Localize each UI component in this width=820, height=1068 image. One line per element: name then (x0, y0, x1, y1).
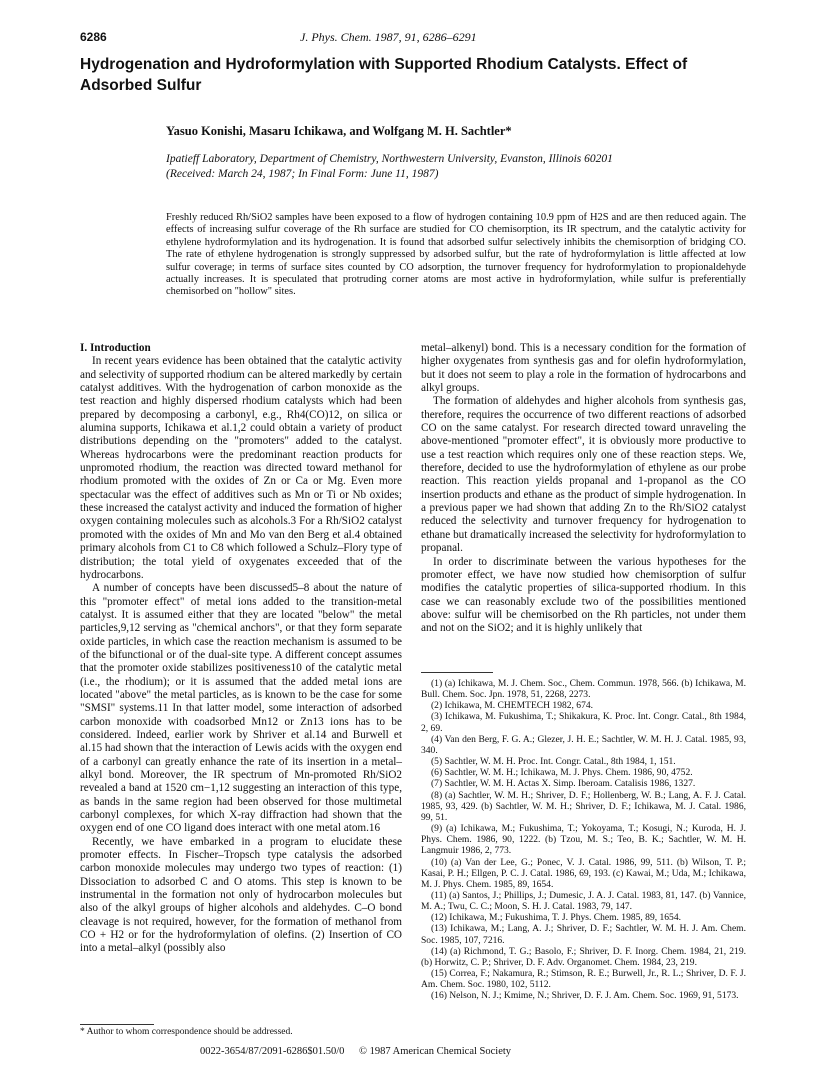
affiliation-block (166, 152, 746, 181)
reference-item: (1) (a) Ichikawa, M. J. Chem. Soc., Chem. Commun. 1978, 566. (b) Ichikawa, M. Bull. Chem. Soc. Jpn. 1978, 51, 2268, 2273. (421, 678, 746, 701)
reference-item: (8) (a) Sachtler, W. M. H.; Shriver, D. F.; Hollenberg, W. B.; Lang, A. F. J. Catal. 1985, 93, 429. (b) Sachtler, W. M. H.; Shriver, D. F.; Ichikawa, M. J. Catal. 1986, 99, 51. (421, 789, 746, 823)
paragraph: Recently, we have embarked in a program to elucidate these promoter effects. In Fischer–Tropsch type catalysis the adsorbed carbon monoxide molecules may undergo two types of reaction: (1) Dissociation to adsorbed C and O atoms. This step is known to be instrumental in the formation not only of hydrocarbon molecules but also of the alkyl groups of higher alcohols and aldehydes. C–O bond cleavage is not required, however, for the formation of methanol from CO + H2 or for the hydroformylation of olefins. (2) Insertion of CO into a metal–alkyl (possibly also (80, 835, 402, 955)
running-head: J. Phys. Chem. 1987, 91, 6286–6291 (300, 30, 477, 44)
reference-item: (10) (a) Van der Lee, G.; Ponec, V. J. Catal. 1986, 99, 511. (b) Wilson, T. P.; Kasai, P. H.; Ellgen, P. C. J. Catal. 1986, 69, 193. (c) Kawai, M.; Uda, M.; Ichikawa, M. J. Phys. Chem. 1985, 89, 1654. (421, 856, 746, 890)
footnote-divider (80, 1024, 154, 1025)
footer-code: 0022-3654/87/2091-6286$01.50/0 (200, 1046, 345, 1057)
reference-item: (5) Sachtler, W. M. H. Proc. Int. Congr. Catal., 8th 1984, 1, 151. (431, 756, 676, 768)
reference-item: (14) (a) Richmond, T. G.; Basolo, F.; Shriver, D. F. Inorg. Chem. 1984, 21, 219. (b) Horwitz, C. P.; Shriver, D. F. Adv. Organomet. Chem. 1984, 23, 219. (421, 945, 746, 968)
affiliation: Ipatieff Laboratory, Department of Chemistry, Northwestern University, Evanston, Illinois 60201 (166, 153, 613, 165)
reference-item: (13) Ichikawa, M.; Lang, A. J.; Shriver, D. F.; Sachtler, W. M. H. J. Am. Chem. Soc. 1985, 107, 7216. (421, 923, 746, 946)
reference-item: (11) (a) Santos, J.; Phillips, J.; Dumesic, J. A. J. Catal. 1983, 81, 147. (b) Vannice, M. A.; Twu, C. C.; Moon, S. H. J. Catal. 1983, 79, 147. (421, 889, 746, 913)
reference-item: (7) Sachtler, W. M. H. Actas X. Simp. Iberoam. Catalisis 1986, 1327. (431, 778, 696, 790)
paragraph: In order to discriminate between the various hypotheses for the promoter effect, we have now studied how chemisorption of sulfur modifies the catalytic properties of silica-supported rhodium. In this case we can reasonably exclude two of the possibilities mentioned above: sulfur will be chemisorbed on the Rh particles, not under them and not on the SiO2; and it is highly unlikely that (421, 555, 746, 635)
paragraph: The formation of aldehydes and higher alcohols from synthesis gas, therefore, requires the occurrence of two different reactions of adsorbed CO on the same catalyst. For research directed toward unraveling the above-mentioned "promoter effect", it is obviously more productive to use a test reaction which requires only one of these reaction steps. We, therefore, decided to use the hydroformylation of ethylene as our probe reaction. This reaction yields propanal and 1-propanol as the CO insertion products and ethane as the product of simple hydrogenation. In a previous paper we had shown that adding Zn to the Rh/SiO2 catalyst reduced the selectivity and turnover frequency for hydrogenation to ethane but dramatically increased the selectivity for hydroformylation to propanal. (421, 395, 746, 555)
received-dates: (Received: March 24, 1987; In Final Form: June 11, 1987) (166, 167, 439, 180)
footer-copyright: © 1987 American Chemical Society (359, 1046, 512, 1057)
references-divider (421, 672, 493, 673)
paper-title: Hydrogenation and Hydroformylation with Supported Rhodium Catalysts. Effect of Adsorbed Sulfur (80, 56, 688, 94)
reference-item: (9) (a) Ichikawa, M.; Fukushima, T.; Yokoyama, T.; Kosugi, N.; Kuroda, H. J. Phys. Chem. 1986, 90, 1222. (b) Tzou, M. S.; Teo, B. K.; Sachtler, W. M. H. Langmuir 1986, 2, 773. (421, 823, 746, 857)
paragraph: metal–alkenyl) bond. This is a necessary condition for the formation of higher oxygenates from synthesis gas and for olefin hydroformylation, but it does not seem to play a role in the formation of hydrocarbons and alkyl groups. (421, 342, 746, 395)
abstract: Freshly reduced Rh/SiO2 samples have been exposed to a flow of hydrogen containing 10.9 ppm of H2S and are then reduced again. The effects of increasing sulfur coverage of the Rh surface are studied for CO chemisorption, its IR spectrum, and the catalytic activity for ethylene hydroformylation and its hydrogenation. It is found that adsorbed sulfur selectively inhibits the chemisorption of bridging CO. The rate of ethylene hydrogenation is strongly suppressed by adsorbed sulfur, but the rate of hydroformylation is little affected at low sulfur coverage; in terms of surface sites counted by CO adsorption, the turnover frequency for hydroformylation to propionaldehyde actually increases. It is speculated that protruding corner atoms are most active in hydroformylation, while sulfur is preferentially chemisorbed on "hollow" sites. (166, 212, 746, 298)
paragraph: In recent years evidence has been obtained that the catalytic activity and selectivity of supported rhodium can be altered markedly by certain catalyst additives. With the hydrogenation of carbon monoxide as the test reaction and highly dispersed rhodium catalysts which had been prepared by decomposing a carbonyl, e.g., Rh4(CO)12, on silica or alumina supports, Ichikawa et al.1,2 could obtain a variety of product distributions depending on the "promoters" added to the catalyst. Whereas hydrocarbons were the predominant reaction products for unpromoted rhodium, the reaction was directed toward methanol for rhodium promoted with the oxides of Zn or Ca or Mg. Even more spectacular was the effect of additives such as Mn or Ti or Nb oxides; these increased the catalyst activity and induced the formation of higher oxygen containing molecules such as alcohols.3 For a Rh/SiO2 catalyst promoted with the oxides of Mn and Mo van den Berg et al.4 obtained primary alcohols from C1 to C8 which followed a Schulz–Flory type of distribution; the total yield of oxygenates exceeded that of the hydrocarbons. (80, 355, 402, 581)
reference-item: (12) Ichikawa, M.; Fukushima, T. J. Phys. Chem. 1985, 89, 1654. (431, 912, 681, 924)
page-footer (200, 1046, 660, 1057)
left-column (80, 342, 402, 956)
footnote: * Author to whom correspondence should be addressed. (80, 1027, 293, 1037)
paragraph: A number of concepts have been discussed5–8 about the nature of this "promoter effect" of metal ions added to the transition-metal catalyst. It is assumed either that they are located "below" the metal particles,9,12 serving as "chemical anchors", or that they form separate oxide particles, in which case the reaction mechanism is assumed to be of the bifunctional or of the dual-site type. A different concept assumes that the promoter oxide stabilizes positiveness10 of the catalytic metal (i.e., the rhodium); or it is assumed that the added metal ions are located "above" the metal particles, as is known to be the case for some "SMSI" systems.11 In that latter model, some interaction of adsorbed carbon monoxide with coadsorbed Mn12 or Zn13 ions has to be considered. Indeed, earlier work by Shriver et al.14 and Burwell et al.15 had shown that the interaction of Lewis acids with the oxygen end of a carbonyl can greatly enhance the rate of its insertion in a metal–alkyl bond. Moreover, the IR spectrum of Mn-promoted Rh/SiO2 revealed a band at 1520 cm−1,12 suggesting an interaction of this type, as bands in the same region had been observed for those multimetal carbonyl complexes, for which X-ray diffraction had shown that the oxygen end of one CO ligand does interact with one metal atom.16 (80, 582, 402, 835)
reference-item: (2) Ichikawa, M. CHEMTECH 1982, 674. (431, 700, 594, 712)
page-number: 6286 (80, 30, 107, 44)
section-heading: I. Introduction (80, 342, 151, 354)
authors: Yasuo Konishi, Masaru Ichikawa, and Wolfgang M. H. Sachtler* (166, 124, 512, 138)
reference-item: (16) Nelson, N. J.; Kmime, N.; Shriver, D. F. J. Am. Chem. Soc. 1969, 91, 5173. (431, 990, 739, 1002)
references (421, 678, 746, 1002)
reference-item: (15) Correa, F.; Nakamura, R.; Stimson, R. E.; Burwell, Jr., R. L.; Shriver, D. F. J. Am. Chem. Soc. 1980, 102, 5112. (421, 968, 746, 991)
reference-item: (6) Sachtler, W. M. H.; Ichikawa, M. J. Phys. Chem. 1986, 90, 4752. (431, 767, 693, 779)
reference-item: (3) Ichikawa, M. Fukushima, T.; Shikakura, K. Proc. Int. Congr. Catal., 8th 1984, 2, 69. (421, 711, 746, 734)
right-column (421, 342, 746, 636)
reference-item: (4) Van den Berg, F. G. A.; Glezer, J. H. E.; Sachtler, W. M. H. J. Catal. 1985, 93, 340. (421, 733, 746, 756)
